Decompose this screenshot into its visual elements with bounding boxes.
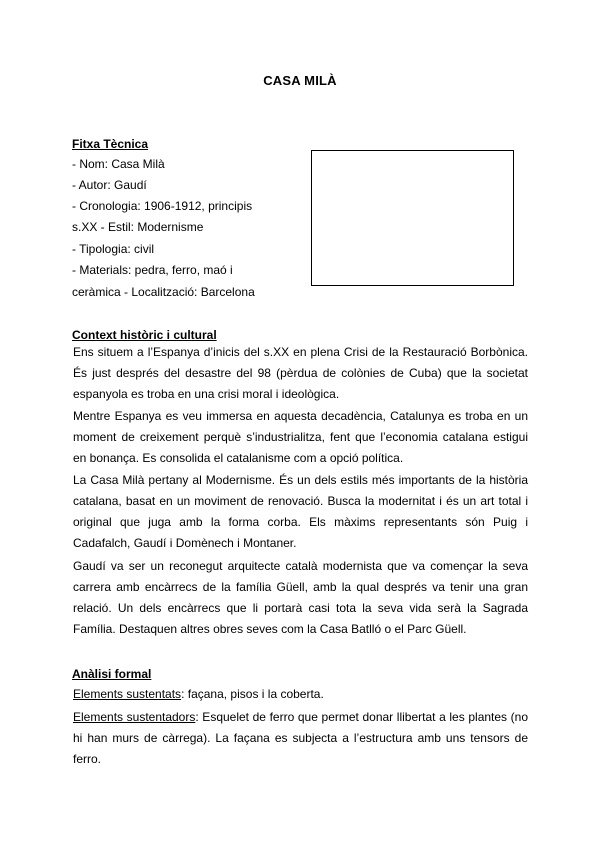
fitxa-line-style: s.XX - Estil: Modernisme [72,220,204,234]
context-paragraph: Ens situem a l’Espanya d’inicis del s.XX en plena Crisi de la Restauració Borbònica. És just després del desastre del 98 (pèrdua de colònies de Cuba) que la societat espanyola es troba en una crisi moral i ideològica. [73,345,528,401]
fitxa-line-materials: - Materials: pedra, ferro, maó i [72,263,233,277]
document-title: CASA MILÀ [263,73,337,88]
fitxa-line-chronology: - Cronologia: 1906-1912, principis [72,199,253,213]
fitxa-line-typology: - Tipologia: civil [72,242,155,256]
fitxa-line-name: - Nom: Casa Milà [72,157,165,171]
sustentadors-paragraph [73,707,528,770]
sustentats-text: : façana, pisos i la coberta. [181,687,324,701]
fitxa-heading: Fitxa Tècnica [72,137,149,151]
context-paragraph: Mentre Espanya es veu immersa en aquesta decadència, Catalunya es troba en un moment de creixement perquè s’industrialitza, fent que l’economia catalana estigui en bonança. Es consolida el catalanisme com a opció política. [73,409,528,465]
fitxa-line-author: - Autor: Gaudí [72,178,147,192]
context-paragraph: Gaudí va ser un reconegut arquitecte català modernista que va començar la seva carrera amb encàrrecs de la família Güell, amb la qual després va tenir una gran relació. Un dels encàrrecs que li portarà casi tota la seva vida serà la Sagrada Família. Destaquen altres obres seves com la Casa Batlló o el Parc Güell. [73,559,528,636]
sustentadors-label: Elements sustentadors [73,710,196,724]
image-placeholder [311,150,514,286]
sustentats-label: Elements sustentats [73,687,182,701]
sustentadors-text: : Esquelet de ferro que permet donar llibertat a les plantes (no hi han murs de càrrega). La façana es subjecta a l’estructura amb uns tensors de ferro. [73,710,529,766]
analisi-heading: Anàlisi formal [72,667,152,681]
sustentats-paragraph [73,684,528,705]
context-heading: Context històric i cultural [72,328,217,342]
fitxa-line-location: ceràmica - Localització: Barcelona [72,285,255,299]
context-paragraph: La Casa Milà pertany al Modernisme. És un dels estils més importants de la història catalana, basat en un moviment de renovació. Busca la modernitat i és un art total i original que juga amb la forma corba. Els màxims representants són Puig i Cadafalch, Gaudí i Domènech i Montaner. [73,473,528,550]
